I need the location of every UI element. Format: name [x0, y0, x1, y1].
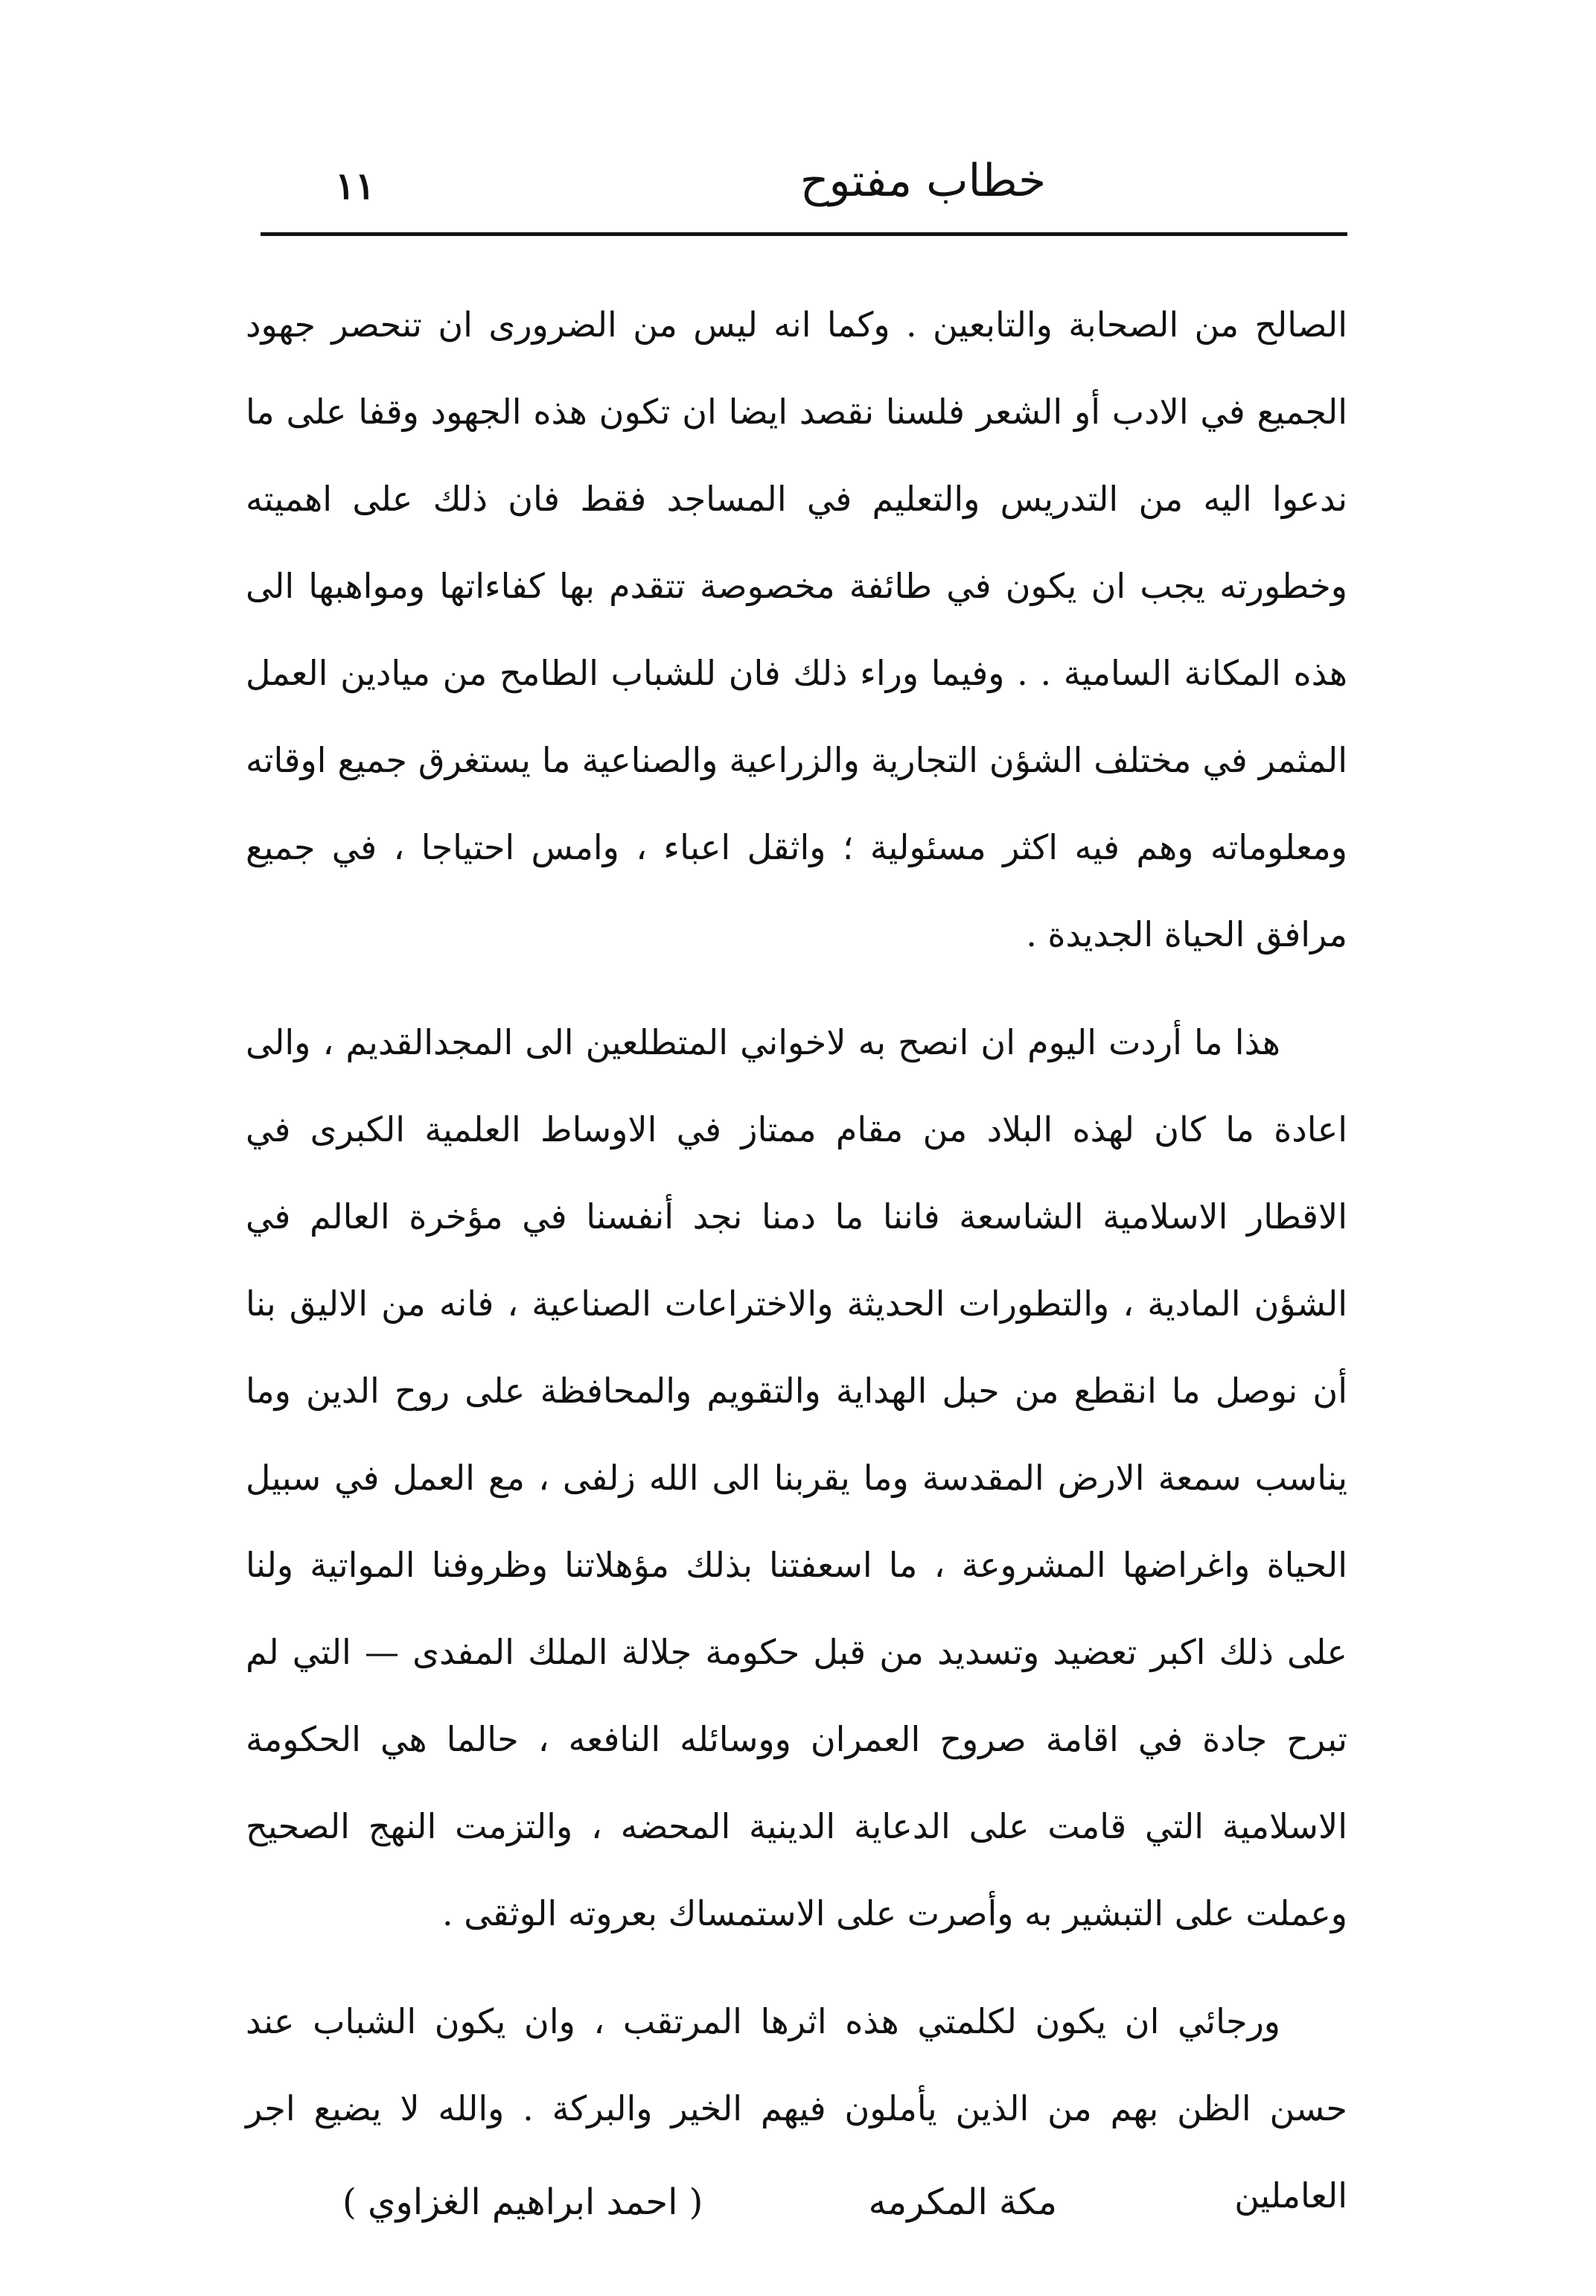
- signature-line: [342, 2181, 1087, 2241]
- paragraph-2: هذا ما أردت اليوم ان انصح به لاخواني المتطلعين الى المجدالقديم ، والى اعادة ما كان لهذه البلاد من مقام ممتاز في الاوساط العلمية الكبرى في الاقطار الاسلامية الشاسعة فاننا ما دمنا نجد أنفسنا في مؤخرة العالم في الشؤن المادية ، والتطورات الحديثة والاختراعات الصناعية ، فانه من الاليق بنا أن نوصل ما انقطع من حبل الهداية والتقويم والمحافظة على روح الدين وما يناسب سمعة الارض المقدسة وما يقربنا الى الله زلفى ، مع العمل في سبيل الحياة واغراضها المشروعة ، ما اسعفتنا بذلك مؤهلاتنا وظروفنا المواتية ولنا على ذلك اكبر تعضيد وتسديد من قبل حكومة جلالة الملك المفدى — التي لم تبرح جادة في اقامة صروح العمران ووسائله النافعه ، حالما هي الحكومة الاسلامية التي قامت على الدعاية الدينية المحضه ، والتزمت النهج الصحيح وعملت على التبشير به وأصرت على الاستمساك بعروته الوثقى .: [246, 1022, 1347, 1933]
- running-title: خطاب مفتوح: [799, 155, 1047, 207]
- page-header: [261, 149, 1347, 231]
- header-divider: [261, 232, 1347, 236]
- page-number: ١١: [335, 164, 375, 208]
- page-body: [246, 281, 1347, 2239]
- signature-author: ( احمد ابراهيم الغزاوي ): [342, 2181, 703, 2223]
- paragraph-1: الصالح من الصحابة والتابعين . وكما انه ليس من الضرورى ان تنحصر جهود الجميع في الادب أو الشعر فلسنا نقصد ايضا ان تكون هذه الجهود وقفا على ما ندعوا اليه من التدريس والتعليم في المساجد فقط فان ذلك على اهميته وخطورته يجب ان يكون في طائفة مخصوصة تتقدم بها كفاءاتها ومواهبها الى هذه المكانة السامية . . وفيما وراء ذلك فان للشباب الطامح من ميادين العمل المثمر في مختلف الشؤن التجارية والزراعية والصناعية ما يستغرق جميع اوقاته ومعلوماته وهم فيه اكثر مسئولية ؛ واثقل اعباء ، وامس احتياجا ، في جميع مرافق الحياة الجديدة .: [246, 304, 1347, 954]
- paragraph-3: ورجائي ان يكون لكلمتي هذه اثرها المرتقب ، وان يكون الشباب عند حسن الظن بهم من الذين يأملون فيهم الخير والبركة . والله لا يضيع اجر العاملين: [246, 2001, 1347, 2216]
- signature-place: مكة المكرمه: [868, 2181, 1057, 2223]
